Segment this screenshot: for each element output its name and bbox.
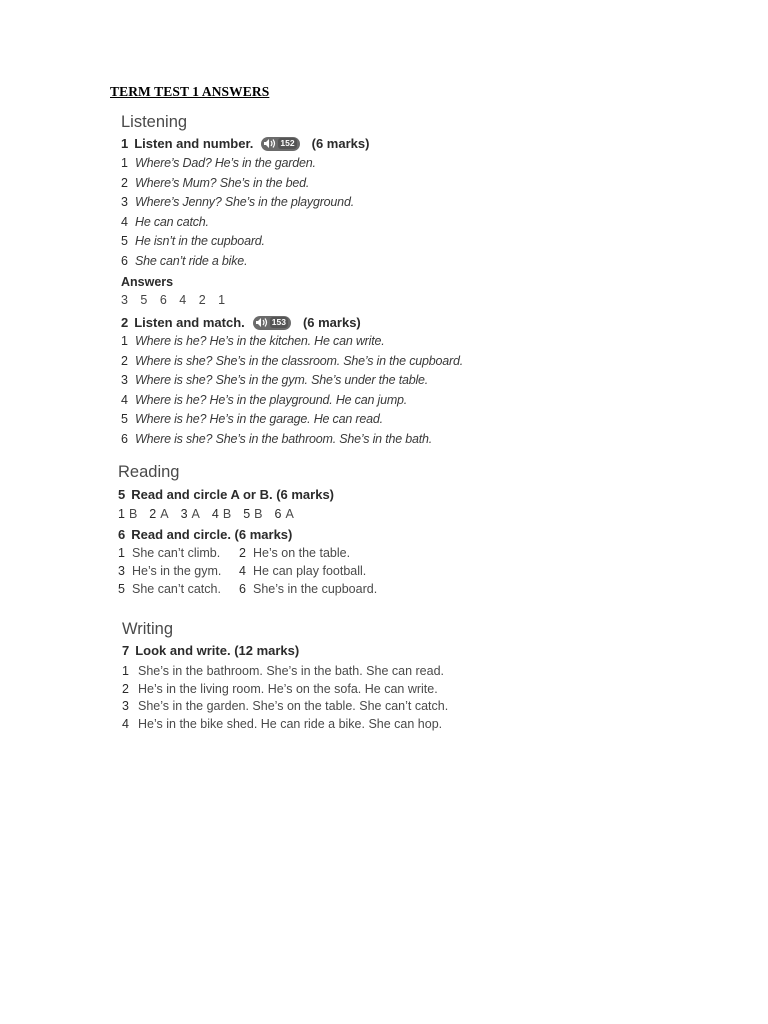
exercise-marks: (6 marks) — [311, 136, 370, 151]
audio-track-badge[interactable] — [253, 316, 291, 330]
answer-text: He’s in the gym. — [132, 564, 222, 578]
answer-number: 2 — [149, 507, 157, 521]
listening-heading: Listening — [121, 113, 188, 131]
script-line — [121, 393, 463, 413]
answer-line — [122, 682, 448, 700]
script-line — [121, 176, 354, 196]
exercise-marks: (6 marks) — [302, 315, 361, 330]
page-title: TERM TEST 1 ANSWERS — [110, 84, 270, 99]
line-text: He isn’t in the cupboard. — [135, 234, 265, 249]
script-line — [121, 373, 463, 393]
answer-item — [181, 507, 200, 521]
line-text: Where is she? She’s in the classroom. She’s in the cupboard. — [135, 353, 464, 368]
answer-value: B — [128, 507, 138, 521]
answer-number: 6 — [239, 582, 246, 596]
line-number: 6 — [121, 253, 128, 268]
answer-number: 3 — [180, 507, 188, 521]
line-text: He’s in the bike shed. He can ride a bike. She can hop. — [138, 716, 443, 731]
reading-heading: Reading — [118, 463, 180, 481]
track-number: 152 — [280, 138, 295, 148]
line-number: 2 — [121, 175, 128, 190]
answer-value: A — [285, 507, 294, 521]
script-line — [121, 195, 354, 215]
answers-block — [121, 275, 226, 307]
exercise-number: 2 — [121, 315, 129, 330]
answer-number: 5 — [118, 582, 125, 596]
line-text: Where is he? He’s in the playground. He can jump. — [135, 392, 408, 407]
line-number: 1 — [122, 664, 129, 678]
answers-sequence: 3 5 6 4 2 1 — [121, 293, 226, 307]
line-number: 4 — [122, 716, 129, 731]
answer-number: 1 — [118, 546, 125, 560]
answer-item — [212, 507, 231, 521]
listening-section — [121, 113, 187, 132]
line-number: 1 — [121, 156, 128, 170]
exercise-number: 1 — [121, 136, 129, 151]
answer-text: He can play football. — [253, 564, 367, 578]
exercise-number: 5 — [118, 487, 126, 502]
exercise-instruction: Look and write. (12 marks) — [135, 643, 300, 658]
line-text: He can catch. — [135, 214, 209, 229]
answer-number: 4 — [211, 507, 219, 521]
exercise-instruction: Listen and number. — [134, 136, 254, 151]
exercise-1-title — [121, 136, 369, 151]
line-text: She can’t ride a bike. — [135, 253, 248, 268]
line-text: Where’s Jenny? She’s in the playground. — [135, 195, 354, 210]
line-number: 3 — [121, 373, 128, 388]
line-text: She’s in the garden. She’s on the table. She can’t catch. — [138, 699, 449, 713]
exercise-7-answers — [122, 664, 448, 734]
exercise-6-answers — [118, 546, 377, 600]
answer-text: She’s in the cupboard. — [253, 582, 378, 596]
script-line — [121, 334, 463, 354]
answer-row — [118, 546, 377, 564]
answer-item — [243, 507, 262, 521]
answer-number: 3 — [118, 564, 125, 578]
exercise-instruction: Read and circle. (6 marks) — [131, 527, 293, 542]
line-text: Where is she? She’s in the gym. She’s under the table. — [135, 373, 429, 388]
line-number: 1 — [121, 334, 128, 348]
script-line — [121, 354, 463, 374]
line-text: Where is he? He’s in the garage. He can read. — [135, 412, 383, 427]
exercise-instruction: Read and circle A or B. (6 marks) — [131, 487, 335, 502]
exercise-2-title — [121, 315, 361, 330]
script-line — [121, 215, 354, 235]
line-number: 6 — [121, 431, 128, 446]
answer-value: A — [191, 507, 200, 521]
writing-section — [122, 620, 173, 639]
answer-number: 5 — [243, 507, 251, 521]
answer-value: A — [160, 507, 169, 521]
line-number: 3 — [122, 699, 129, 713]
speaker-icon — [263, 138, 276, 149]
line-number: 5 — [121, 234, 128, 249]
answer-row — [118, 582, 377, 600]
answer-item — [118, 507, 137, 521]
exercise-instruction: Listen and match. — [134, 315, 245, 330]
exercise-6-title — [118, 527, 292, 542]
answers-label: Answers — [121, 275, 174, 289]
answer-line — [122, 717, 448, 735]
line-text: She’s in the bathroom. She’s in the bath. She can read. — [138, 664, 444, 678]
script-line — [121, 156, 354, 176]
answer-text: She can’t climb. — [132, 546, 221, 560]
answer-line — [122, 664, 448, 682]
answer-number: 2 — [239, 546, 246, 560]
exercise-7-title — [122, 643, 299, 658]
answer-value: B — [222, 507, 232, 521]
line-number: 4 — [121, 214, 128, 229]
line-text: Where’s Dad? He’s in the garden. — [135, 156, 316, 170]
exercise-number: 6 — [118, 527, 126, 542]
answer-item — [149, 507, 168, 521]
line-text: Where is she? She’s in the bathroom. She’s in the bath. — [135, 431, 433, 446]
line-text: Where is he? He’s in the kitchen. He can write. — [135, 334, 385, 348]
audio-track-badge[interactable] — [261, 137, 299, 151]
answer-number: 6 — [274, 507, 282, 521]
line-text: He’s in the living room. He’s on the sofa. He can write. — [138, 681, 438, 696]
script-line — [121, 234, 354, 254]
line-number: 4 — [121, 392, 128, 407]
writing-heading: Writing — [122, 620, 174, 638]
answer-item — [274, 507, 293, 521]
line-number: 5 — [121, 412, 128, 427]
answer-text: He’s on the table. — [253, 546, 351, 560]
answer-number: 4 — [239, 564, 246, 578]
answer-text: She can’t catch. — [132, 582, 221, 596]
track-number: 153 — [271, 317, 286, 327]
line-number: 3 — [121, 195, 128, 210]
speaker-icon — [255, 317, 268, 328]
line-number: 2 — [122, 681, 129, 696]
reading-section — [118, 463, 179, 482]
exercise-number: 7 — [122, 643, 130, 658]
exercise-5-answers — [118, 507, 306, 521]
script-line — [121, 432, 463, 452]
answer-line — [122, 699, 448, 717]
answer-row — [118, 564, 377, 582]
script-line — [121, 412, 463, 432]
line-number: 2 — [121, 353, 128, 368]
exercise-5-title — [118, 487, 334, 502]
answer-number: 1 — [118, 507, 125, 521]
exercise-2-lines — [121, 334, 463, 452]
line-text: Where’s Mum? She’s in the bed. — [135, 175, 310, 190]
answer-value: B — [254, 507, 263, 521]
script-line — [121, 254, 354, 274]
exercise-1-lines — [121, 156, 354, 274]
